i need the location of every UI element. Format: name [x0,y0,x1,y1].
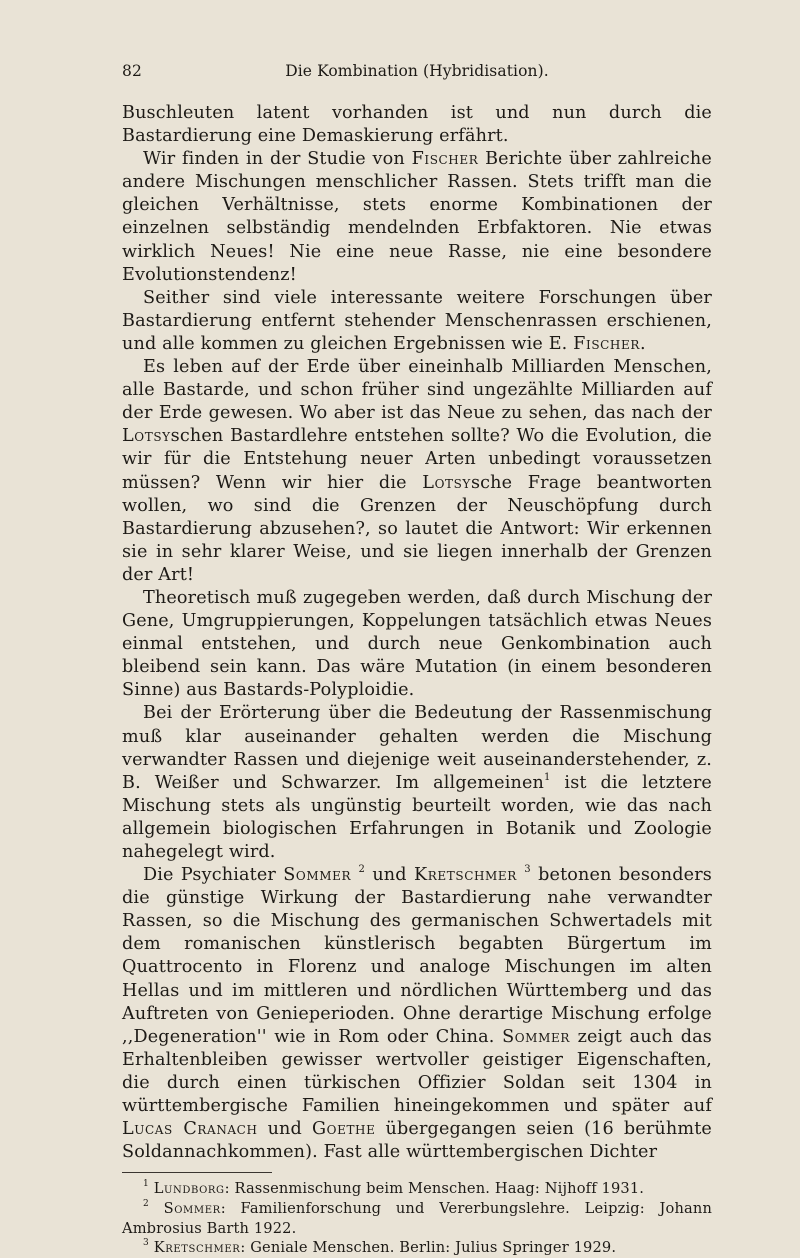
text-run: ist die letztere Mischung stets als ungünstig beurteilt worden, wie das nach allgemein biologischen Erfahrungen in Botanik und Zoologie nahegelegt wird. [122,772,712,862]
text-run: Seither sind viele interessante weitere Forschungen über Bastardierung entfernt stehender Menschenrassen erschienen, und alle kommen zu gleichen Ergebnissen wie E. [122,287,712,354]
text-run: Wir finden in der Studie von [143,149,412,170]
text-run: und [365,865,415,886]
footnote-mark: 3 [143,1238,149,1249]
text-run: schen Bastardlehre entstehen sollte? Wo die Evolution, die wir für die Entstehung neuer Arten unbedingt voraussetzen müssen? Wenn wir hier die [122,426,712,493]
text-run: . [639,333,646,354]
paragraph-4 [122,356,712,587]
author-name: Goethe [312,1119,376,1140]
text-run: Es leben auf der Erde über eineinhalb Milliarden Menschen, alle Bastarde, und schon früher sind ungezählte Milliarden auf der Erde gewesen. Wo aber ist das Neue zu sehen, das nach der [122,357,712,424]
paragraph-1: Buschleuten latent vorhanden ist und nun durch die Bastardierung eine Demaskierung erfährt. [122,103,712,147]
text-run: sche Frage beantworten wollen, wo sind die Grenzen der Neuschöpfung durch Bastardierung abzusehen?, so lautet die Antwort: Wir erkennen sie in sehr klarer Weise, und sie liegen innerhalb der Grenzen der Art! [122,472,712,585]
footnote-text: : Geniale Menschen. Berlin: Julius Springer 1929. [240,1239,617,1257]
author-name: Sommer [283,865,352,886]
footnote-author: Sommer [163,1199,221,1217]
author-name: Fischer [573,333,640,354]
footnote-text: : Familienforschung und Vererbungslehre. Leipzig: Johann Ambrosius Barth 1922. [122,1199,712,1237]
main-text [122,102,712,1258]
author-name: Kretschmer [414,865,517,886]
author-name: Lotsy [422,472,471,493]
text-run: übergegangen seien (16 berühmte Soldannachkommen). Fast alle württembergischen Dichter [122,1119,712,1163]
footnote-author: Kretschmer [153,1239,241,1257]
author-name: Lotsy [122,426,171,447]
footnote-ref: 2 [358,864,365,876]
text-run: Bei der Erörterung über die Bedeutung der Rassenmischung muß klar auseinander gehalten werden die Mischung verwandter Rassen und diejenige weit auseinanderstehender, z. B. Weißer und Schwarzer. Im allgemeinen [122,703,712,793]
footnote-text: : Rassenmischung beim Menschen. Haag: Nijhoff 1931. [224,1180,645,1198]
text-run: und [257,1119,312,1140]
text-run: zeigt auch das Erhaltenbleiben gewisser wertvoller geistiger Eigenschaften, die durch einen türkischen Offizier Soldan seit 1304 in württembergische Familien hineingekommen und später auf [122,1026,712,1117]
paragraph-3 [122,287,712,356]
author-name: Fischer [411,149,479,170]
paragraph-5: Theoretisch muß zugegeben werden, daß durch Mischung der Gene, Umgruppierungen, Koppelungen tatsächlich etwas Neues einmal entstehen, und durch neue Genkombination auch bleibend sein kann. Das wäre Mutation (in einem besonderen Sinne) aus Bastards-Polyploidie. [122,587,712,701]
footnote-ref: 3 [524,864,531,876]
footnote-mark: 1 [143,1179,149,1190]
footnote-1 [122,1179,712,1199]
paragraph-2 [122,148,712,287]
footnote-3 [122,1238,712,1258]
running-title: Die Kombination (Hybridisation). [285,62,549,80]
text-run: Berichte über zahlreiche andere Mischungen menschlicher Rassen. Stets trifft man die gleichen Verhältnisse, stets enorme Kombinationen der einzelnen selbständig mendelnden Erbfaktoren. Nie etwas wirklich Neues! Nie eine neue Rasse, nie eine besondere Evolutionstendenz! [122,149,712,285]
footnote-divider [122,1172,272,1173]
running-header [122,62,712,86]
footnote-author: Lundborg [153,1180,225,1198]
footnote-ref: 1 [544,771,551,783]
author-name: Lucas Cranach [122,1119,258,1140]
text-run: betonen besonders die günstige Wirkung der Bastardierung nahe verwandter Rassen, so die Mischung des germanischen Schwertadels mit dem romanischen künstlerisch begabten Bürgertum im Quattrocento in Florenz und analoge Mischungen im alten Hellas und im mittleren und nördlichen Württemberg und das Auftreten von Genieperioden. Ohne derartige Mischung erfolge ,,Degeneration'' wie in Rom oder China. [122,865,712,1047]
paragraph-6 [122,702,712,864]
paragraph-7 [122,864,712,1164]
footnotes [122,1179,712,1257]
footnote-2 [122,1199,712,1238]
page-number: 82 [122,62,142,80]
footnote-mark: 2 [143,1199,149,1210]
author-name: Sommer [502,1026,570,1047]
text-run: Die Psychiater [143,865,284,886]
